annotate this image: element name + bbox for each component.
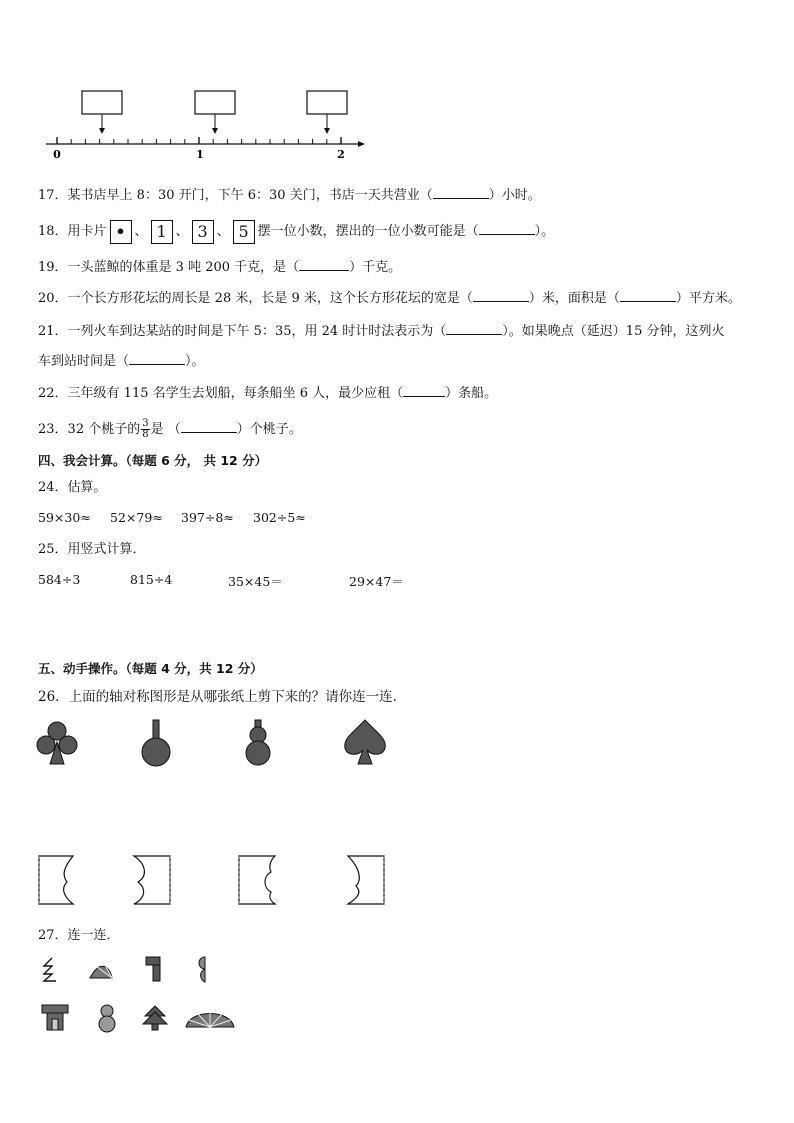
answer-blank-21b[interactable] <box>129 353 185 365</box>
answer-blank-19[interactable] <box>299 259 349 271</box>
answer-blank-22[interactable] <box>403 385 445 397</box>
paper-cutout-4[interactable] <box>346 854 391 909</box>
vertical-calc-item-2: 815÷4 <box>130 572 173 587</box>
card-1: 1 <box>151 220 173 244</box>
estimate-item-4: 302÷5≈ <box>253 510 306 525</box>
axis-arrowhead <box>358 141 365 147</box>
gourd-shape[interactable] <box>240 718 276 773</box>
spade-shape[interactable] <box>340 718 390 768</box>
question-22: 22．三年级有 115 名学生去划船，每条船坐 6 人，最少应租（ ）条船。 <box>38 386 498 401</box>
answer-blank-23[interactable] <box>181 421 237 433</box>
half-house-figure[interactable] <box>142 954 164 984</box>
answer-blank-17[interactable] <box>433 187 489 199</box>
question-26-label: 26．上面的轴对称图形是从哪张纸上剪下来的？请你连一连. <box>38 689 397 705</box>
pointer-arrowhead-1 <box>99 128 105 134</box>
question-23: 23．32 个桃子的 $\frac{3}{8}$ 是 （ ）个桃子。 <box>38 418 302 440</box>
club-shape[interactable] <box>33 720 83 770</box>
pointer-arrowhead-3 <box>324 128 330 134</box>
question-24-label: 24．估算。 <box>38 480 107 495</box>
question-19: 19．一头蓝鲸的体重是 3 吨 200 千克，是（ ）千克。 <box>38 260 402 275</box>
question-20: 20．一个长方形花坛的周长是 28 米，长是 9 米，这个长方形花坛的宽是（ ）米，面积是（ ）平方米。 <box>38 291 741 306</box>
axis-ticks <box>57 137 341 144</box>
answer-blank-20a[interactable] <box>473 290 529 302</box>
answer-blank-20b[interactable] <box>620 290 676 302</box>
section-4-heading: 四、我会计算。（每题 6 分， 共 12 分） <box>38 453 268 468</box>
tree-figure[interactable] <box>140 1004 170 1034</box>
estimate-item-3: 397÷8≈ <box>181 510 234 525</box>
house-figure[interactable] <box>40 1002 70 1034</box>
question-18: 18．用卡片 • 、 1 、 3 、 5 摆一位小数，摆出的一位小数可能是（ ）。 <box>38 218 554 246</box>
vertical-calc-item-4: 29×47＝ <box>349 574 404 589</box>
snowman-figure[interactable] <box>94 1002 120 1034</box>
card-3: 3 <box>192 220 214 244</box>
pointer-arrowhead-2 <box>212 128 218 134</box>
answer-box-1[interactable] <box>82 91 122 114</box>
gourd-stick-shape[interactable] <box>136 718 176 773</box>
question-21-line1: 21．一列火车到达某站的时间是下午 5：35，用 24 时计时法表示为（ ）。如果晚点（延迟）15 分钟，这列火 <box>38 324 725 339</box>
half-tree-figure[interactable] <box>40 955 62 985</box>
answer-blank-18[interactable] <box>479 223 535 235</box>
question-25-label: 25．用竖式计算． <box>38 542 146 557</box>
number-line <box>40 88 370 161</box>
answer-box-3[interactable] <box>307 91 347 114</box>
vertical-calc-item-1: 584÷3 <box>38 572 81 587</box>
question-17: 17．某书店早上 8：30 开门，下午 6：30 关门，书店一天共营业（ ）小时。 <box>38 188 541 203</box>
fraction-3-8: $\frac{3}{8}$ <box>142 418 149 440</box>
estimate-item-1: 59×30≈ <box>38 510 91 525</box>
card-5: 5 <box>233 220 255 244</box>
tick-label-1: 1 <box>196 148 204 161</box>
answer-blank-21a[interactable] <box>446 323 502 335</box>
tick-label-2: 2 <box>337 148 345 161</box>
section-5-heading: 五、动手操作。（每题 4 分，共 12 分） <box>38 661 263 676</box>
half-snowman-figure[interactable] <box>193 954 213 984</box>
paper-cutout-3[interactable] <box>237 854 282 909</box>
vertical-calc-item-3: 35×45＝ <box>228 574 283 589</box>
tick-label-0: 0 <box>53 148 61 161</box>
paper-cutout-1[interactable] <box>37 854 82 909</box>
umbrella-figure[interactable] <box>184 1003 236 1033</box>
card-dot: • <box>110 220 132 244</box>
answer-box-2[interactable] <box>195 91 235 114</box>
estimate-item-2: 52×79≈ <box>110 510 163 525</box>
question-21-line2: 车到站时间是（ ）。 <box>38 354 205 369</box>
paper-cutout-2[interactable] <box>132 854 177 909</box>
half-umbrella-figure[interactable] <box>86 956 116 984</box>
question-27-label: 27．连一连． <box>38 928 120 943</box>
